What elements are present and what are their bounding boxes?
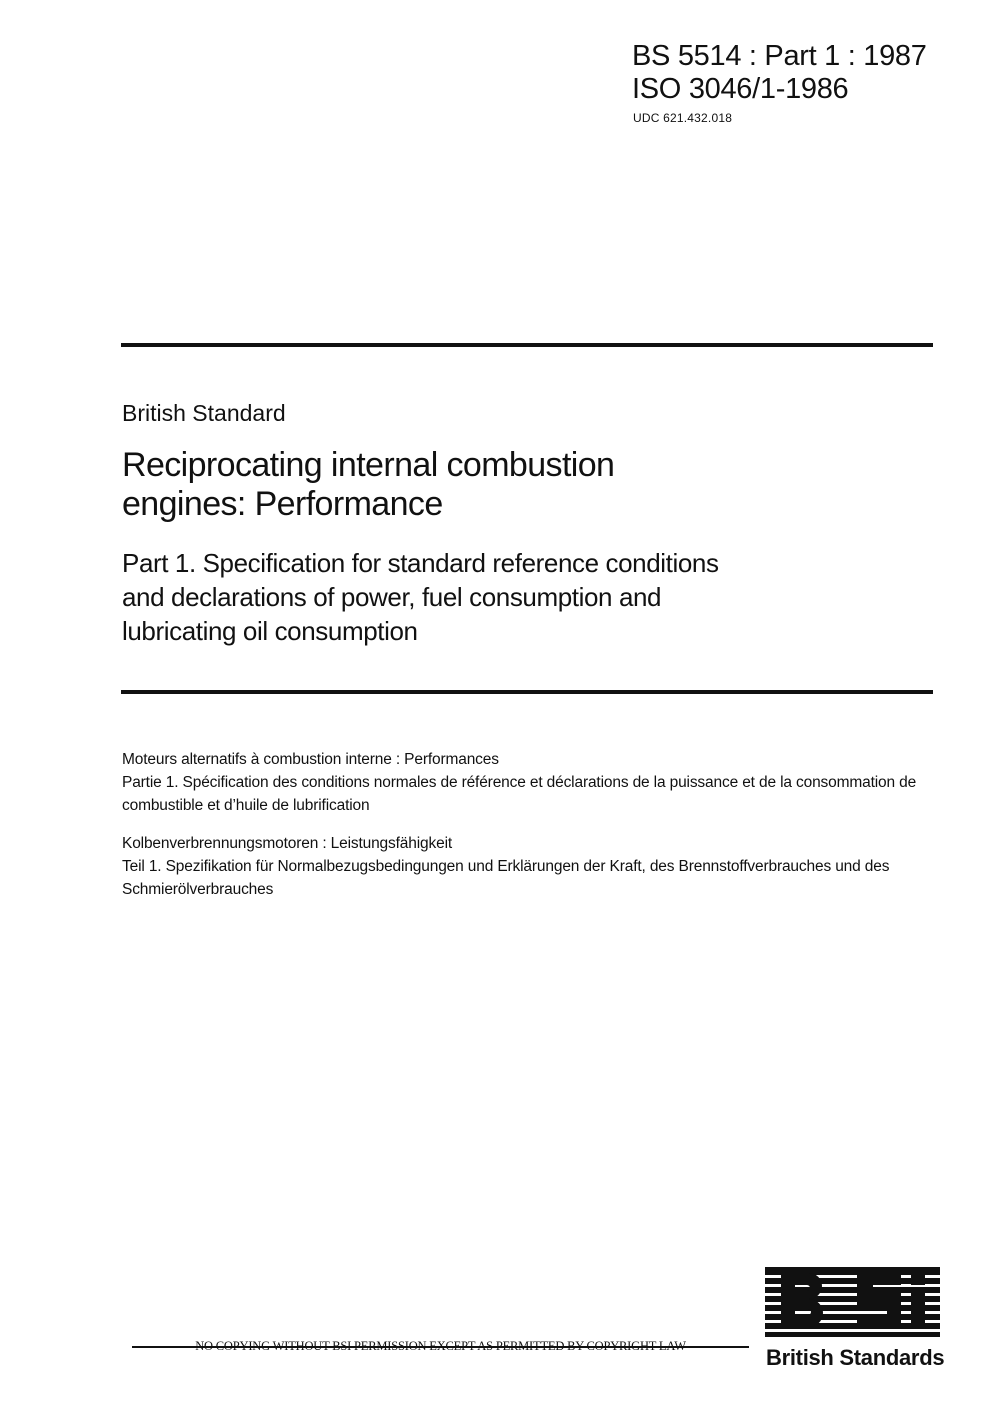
document-title — [122, 446, 902, 524]
title-line: Reciprocating internal combustion — [122, 446, 615, 484]
top-divider — [121, 343, 933, 347]
subtitle-line: lubricating oil consumption — [122, 616, 418, 646]
document-subtitle — [122, 546, 922, 648]
middle-divider — [121, 690, 933, 694]
bsi-logo-icon — [765, 1265, 940, 1339]
subtitle-line: and declarations of power, fuel consumption and — [122, 582, 662, 612]
subtitle-line: Part 1. Specification for standard reference conditions — [122, 548, 719, 578]
german-title-part: Teil 1. Spezifikation für Normalbezugsbedingungen und Erklärungen der Kraft, des Brennstoffverbrauches und des Schmierölverbrauches — [122, 858, 890, 898]
title-line: engines: Performance — [122, 485, 443, 523]
bs-number: BS 5514 : Part 1 : 1987 — [632, 40, 927, 72]
french-title — [122, 748, 937, 817]
french-title-main: Moteurs alternatifs à combustion interne : Performances — [122, 751, 499, 768]
iso-number: ISO 3046/1-1986 — [632, 73, 849, 105]
document-type: British Standard — [122, 400, 286, 426]
udc-code: UDC 621.432.018 — [633, 111, 733, 125]
bsi-logo-caption: British Standards — [766, 1345, 945, 1370]
copyright-notice: NO COPYING WITHOUT BSI PERMISSION EXCEPT AS PERMITTED BY COPYRIGHT LAW — [195, 1339, 686, 1353]
french-title-part: Partie 1. Spécification des conditions normales de référence et déclarations de la puissance et de la consommation de combustible et d’huile de lubrification — [122, 774, 917, 814]
german-title — [122, 832, 937, 901]
german-title-main: Kolbenverbrennungsmotoren : Leistungsfähigkeit — [122, 835, 453, 852]
